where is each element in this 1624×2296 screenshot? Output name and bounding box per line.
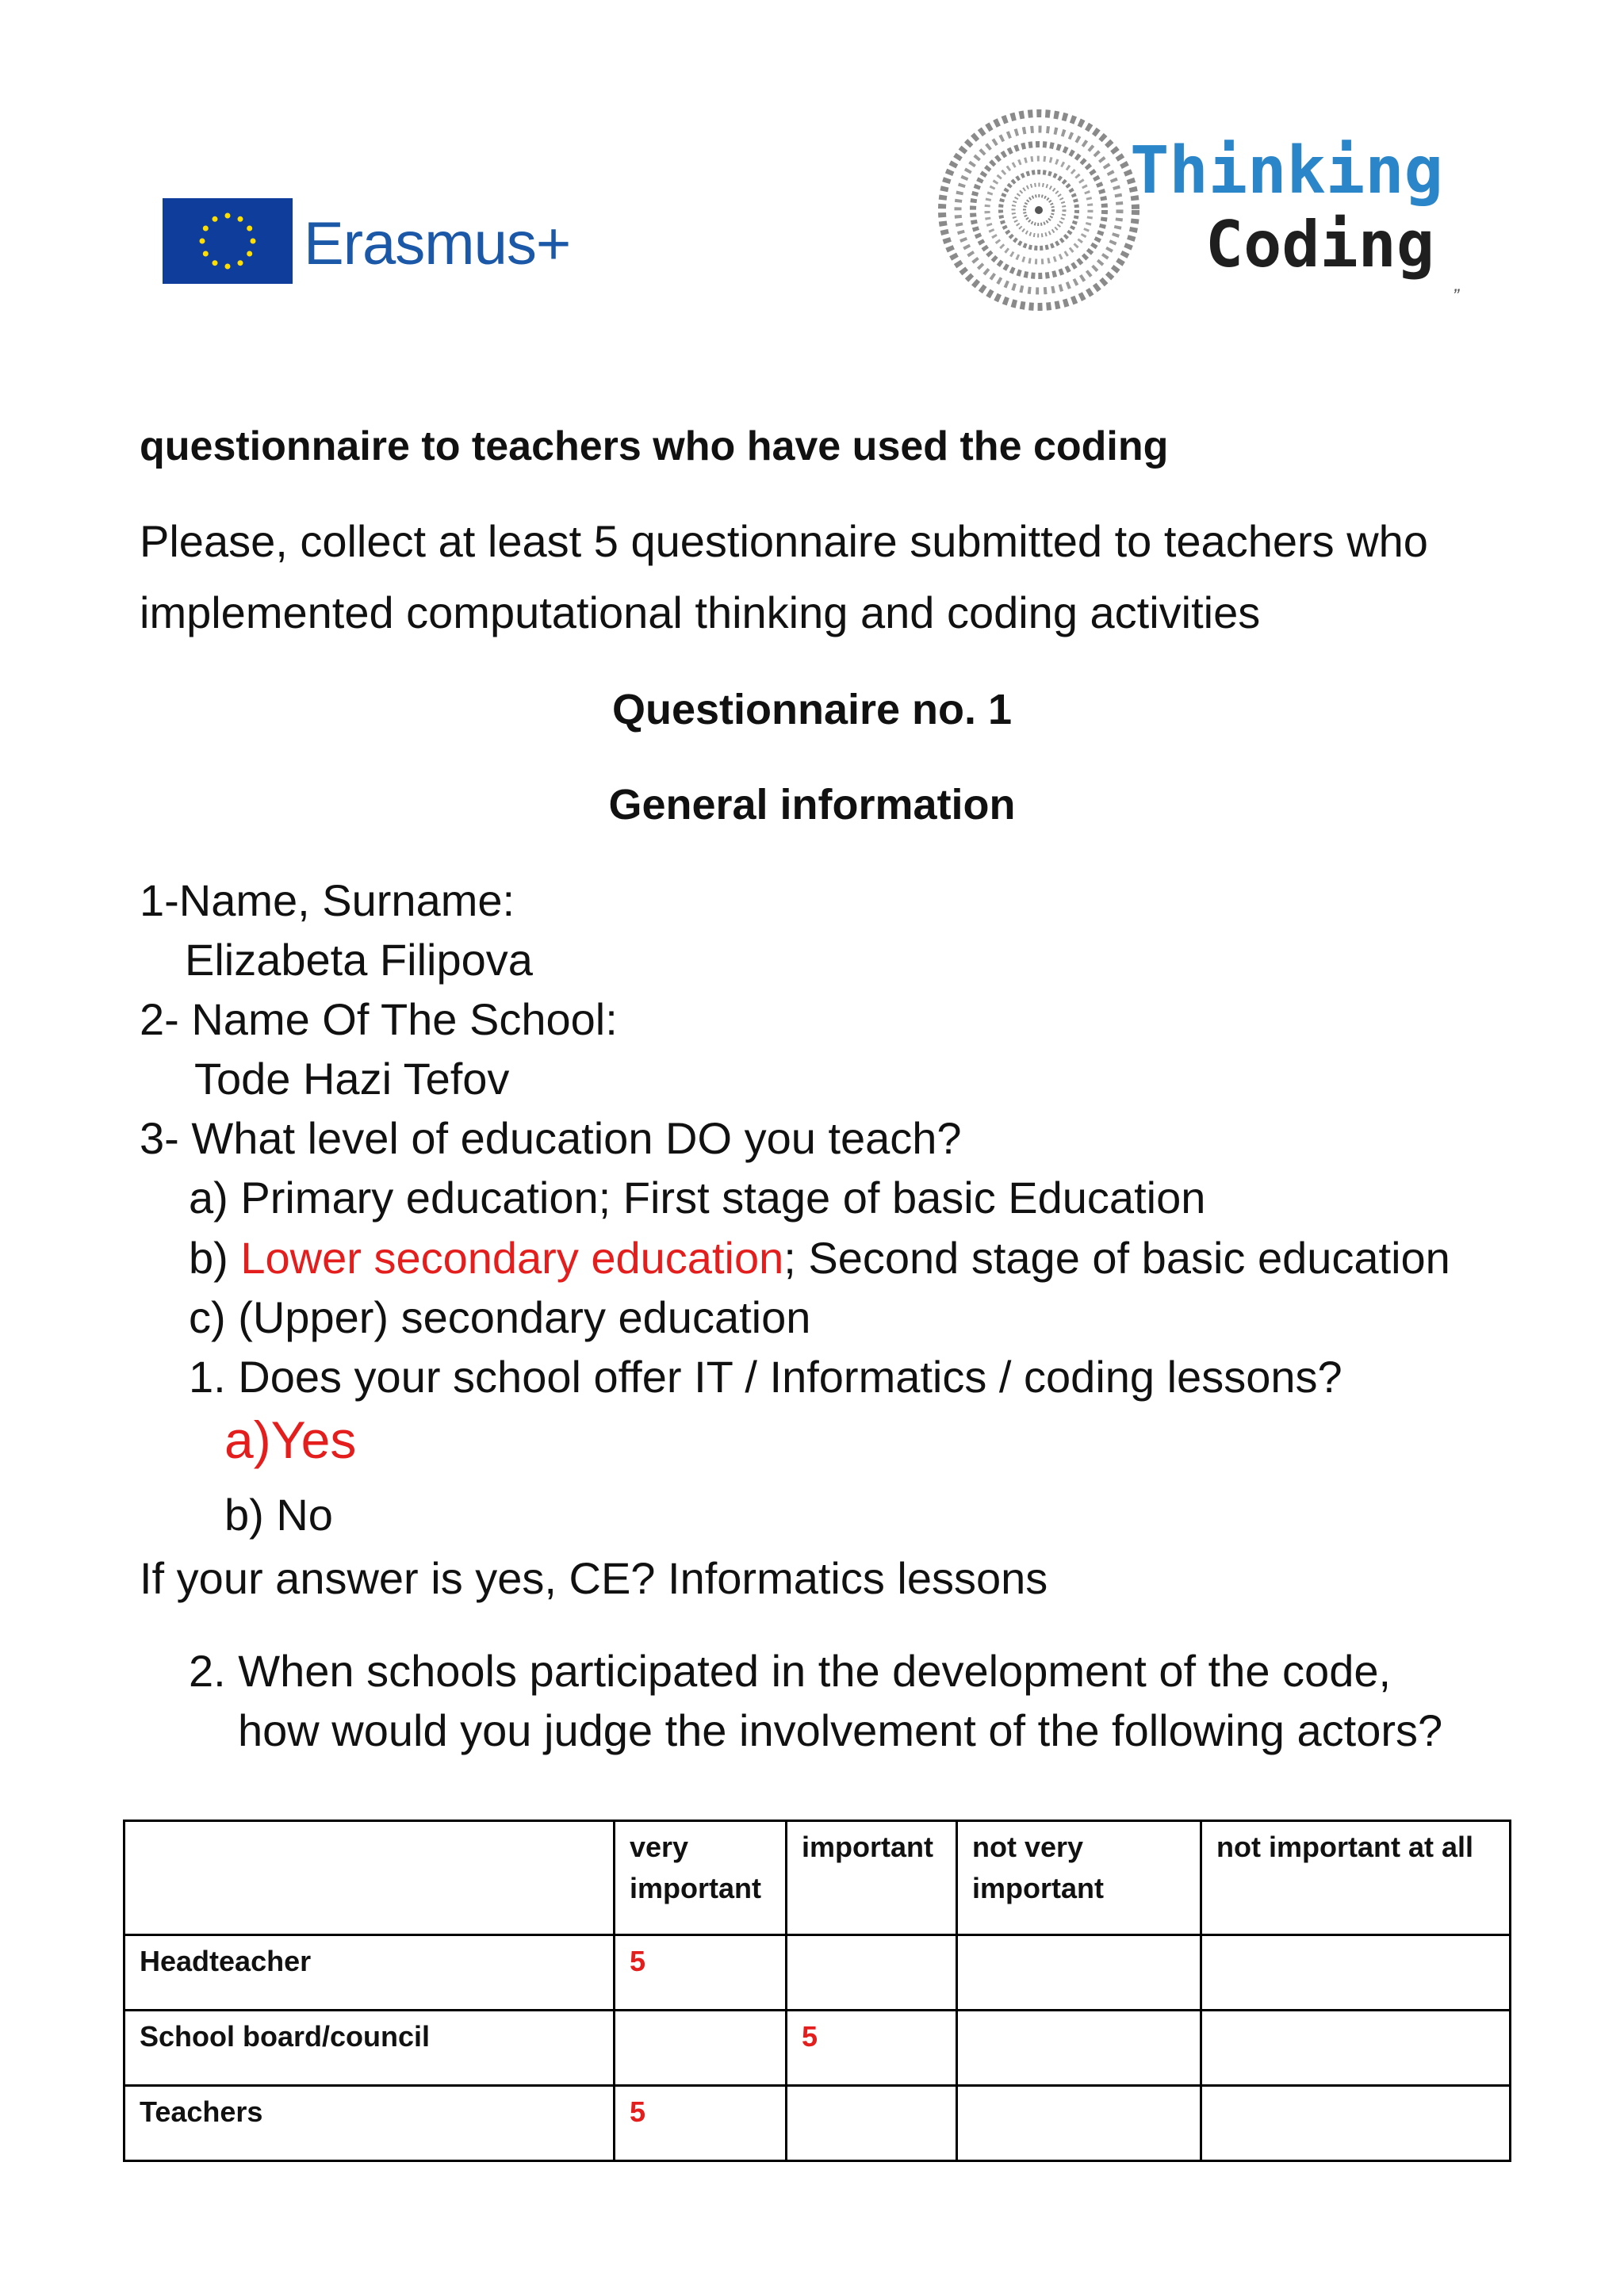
header-not-important-at-all: not important at all	[1201, 1821, 1511, 1935]
actors-question-line-1: 2. When schools participated in the development of the code,	[189, 1646, 1392, 1696]
it-answer-no: b) No	[224, 1490, 333, 1540]
school-value: Tode Hazi Tefov	[194, 1054, 510, 1104]
rating-cell	[957, 2011, 1201, 2086]
it-lessons-question: 1. Does your school offer IT / Informatics / coding lessons?	[189, 1352, 1342, 1402]
header-important: important	[787, 1821, 957, 1935]
rating-cell	[1201, 2086, 1511, 2161]
rating-cell: 5	[615, 1935, 787, 2011]
rating-cell	[787, 1935, 957, 2011]
actors-involvement-table	[123, 1820, 1511, 2162]
intro-line-1: Please, collect at least 5 questionnaire submitted to teachers who	[140, 516, 1428, 566]
if-yes-answer: If your answer is yes, CE? Informatics lessons	[140, 1553, 1048, 1603]
actor-cell: Headteacher	[124, 1935, 615, 2011]
table-header-row	[124, 1821, 1511, 1935]
stray-quote-mark: ”	[1453, 285, 1459, 307]
rating-cell	[957, 1935, 1201, 2011]
name-label: 1-Name, Surname:	[140, 875, 515, 925]
header-not-very-important: not very important	[957, 1821, 1201, 1935]
rating-cell	[1201, 2011, 1511, 2086]
option-b-prefix: b)	[189, 1233, 241, 1283]
header-very-important: very important	[615, 1821, 787, 1935]
thinking-coding-logo	[932, 103, 1443, 317]
school-label: 2- Name Of The School:	[140, 994, 618, 1044]
education-option-b	[189, 1233, 1450, 1283]
actor-cell: School board/council	[124, 2011, 615, 2086]
table-row	[124, 1935, 1511, 2011]
erasmus-wordmark: Erasmus+	[304, 210, 571, 277]
rating-cell	[615, 2011, 787, 2086]
coding-wordmark: Coding	[1205, 208, 1434, 281]
selected-answer-highlight: Lower secondary education	[240, 1233, 784, 1283]
thinking-wordmark: Thinking	[1130, 133, 1443, 209]
table-row	[124, 2086, 1511, 2161]
table-row	[124, 2011, 1511, 2086]
eu-flag-icon	[163, 198, 293, 284]
rating-cell: 5	[615, 2086, 787, 2161]
rating-cell	[957, 2086, 1201, 2161]
erasmus-logo	[163, 198, 638, 301]
rating-cell	[787, 2086, 957, 2161]
education-option-c: c) (Upper) secondary education	[189, 1292, 811, 1342]
header-actor	[124, 1821, 615, 1935]
option-b-suffix: ; Second stage of basic education	[783, 1233, 1450, 1283]
binary-swirl-icon	[932, 103, 1146, 317]
it-answer-yes: a)Yes	[224, 1410, 357, 1469]
actor-cell: Teachers	[124, 2086, 615, 2161]
section-title: General information	[608, 781, 1016, 828]
rating-cell	[1201, 1935, 1511, 2011]
intro-line-2: implemented computational thinking and coding activities	[140, 587, 1261, 637]
name-value: Elizabeta Filipova	[185, 935, 533, 985]
education-option-a: a) Primary education; First stage of basic Education	[189, 1173, 1206, 1223]
rating-cell: 5	[787, 2011, 957, 2086]
actors-question-line-2: how would you judge the involvement of the following actors?	[238, 1705, 1443, 1755]
document-title: questionnaire to teachers who have used the coding	[140, 423, 1169, 469]
education-level-question: 3- What level of education DO you teach?	[140, 1113, 962, 1163]
questionnaire-number: Questionnaire no. 1	[611, 686, 1013, 733]
